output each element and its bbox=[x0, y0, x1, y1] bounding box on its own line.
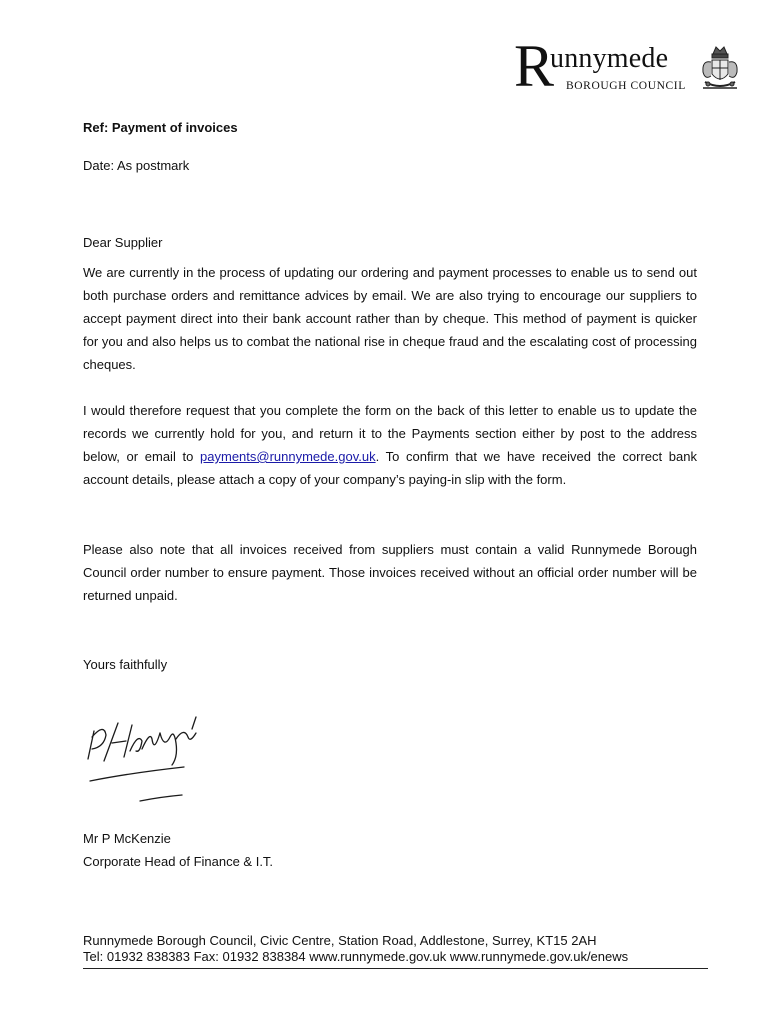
logo-subtitle: BOROUGH COUNCIL bbox=[566, 80, 686, 92]
council-logo bbox=[512, 33, 748, 99]
paragraph-order-number: Please also note that all invoices received from suppliers must contain a valid Runnymede Borough Council order number to ensure payment. Those invoices received without an official order number will be returned unpaid. bbox=[83, 542, 697, 603]
footer-address: Runnymede Borough Council, Civic Centre, Station Road, Addlestone, Surrey, KT15 2AH bbox=[83, 933, 597, 948]
paragraph-text-before-email: I would therefore request that you complete the form on the back of this letter to enable us to update the records we currently hold for you, and return it to the Payments section either by post to the address below, or email to bbox=[83, 403, 697, 464]
letter-reference: Ref: Payment of invoices bbox=[83, 120, 238, 135]
logo-initial: R bbox=[514, 33, 555, 99]
paragraph-email-processes: We are currently in the process of updating our ordering and payment processes to enable us to send out both purchase orders and remittance advices by email. We are also trying to encourage our suppliers to accept payment direct into their bank account rather than by cheque. This method of payment is quicker for you and also helps us to combat the national rise in cheque fraud and the escalating cost of processing cheques. bbox=[83, 265, 697, 372]
handwritten-signature bbox=[80, 703, 210, 803]
salutation: Dear Supplier bbox=[83, 235, 163, 250]
footer-contact: Tel: 01932 838383 Fax: 01932 838384 www.runnymede.gov.uk www.runnymede.gov.uk/enews bbox=[83, 949, 629, 964]
payments-email-link[interactable]: payments@runnymede.gov.uk bbox=[200, 449, 376, 464]
coat-of-arms-crest-icon bbox=[697, 44, 743, 96]
signer-title: Corporate Head of Finance & I.T. bbox=[83, 854, 274, 869]
signer-name: Mr P McKenzie bbox=[83, 831, 171, 846]
logo-wordmark: unnymede bbox=[550, 43, 669, 74]
paragraph-update-records bbox=[83, 399, 697, 491]
paragraph-text-after-email: . To confirm that we have received the correct bank account details, please attach a copy of your company’s paying-in slip with the form. bbox=[83, 449, 697, 487]
footer-divider bbox=[83, 968, 708, 969]
letter-date: Date: As postmark bbox=[83, 158, 190, 173]
closing: Yours faithfully bbox=[83, 657, 168, 672]
